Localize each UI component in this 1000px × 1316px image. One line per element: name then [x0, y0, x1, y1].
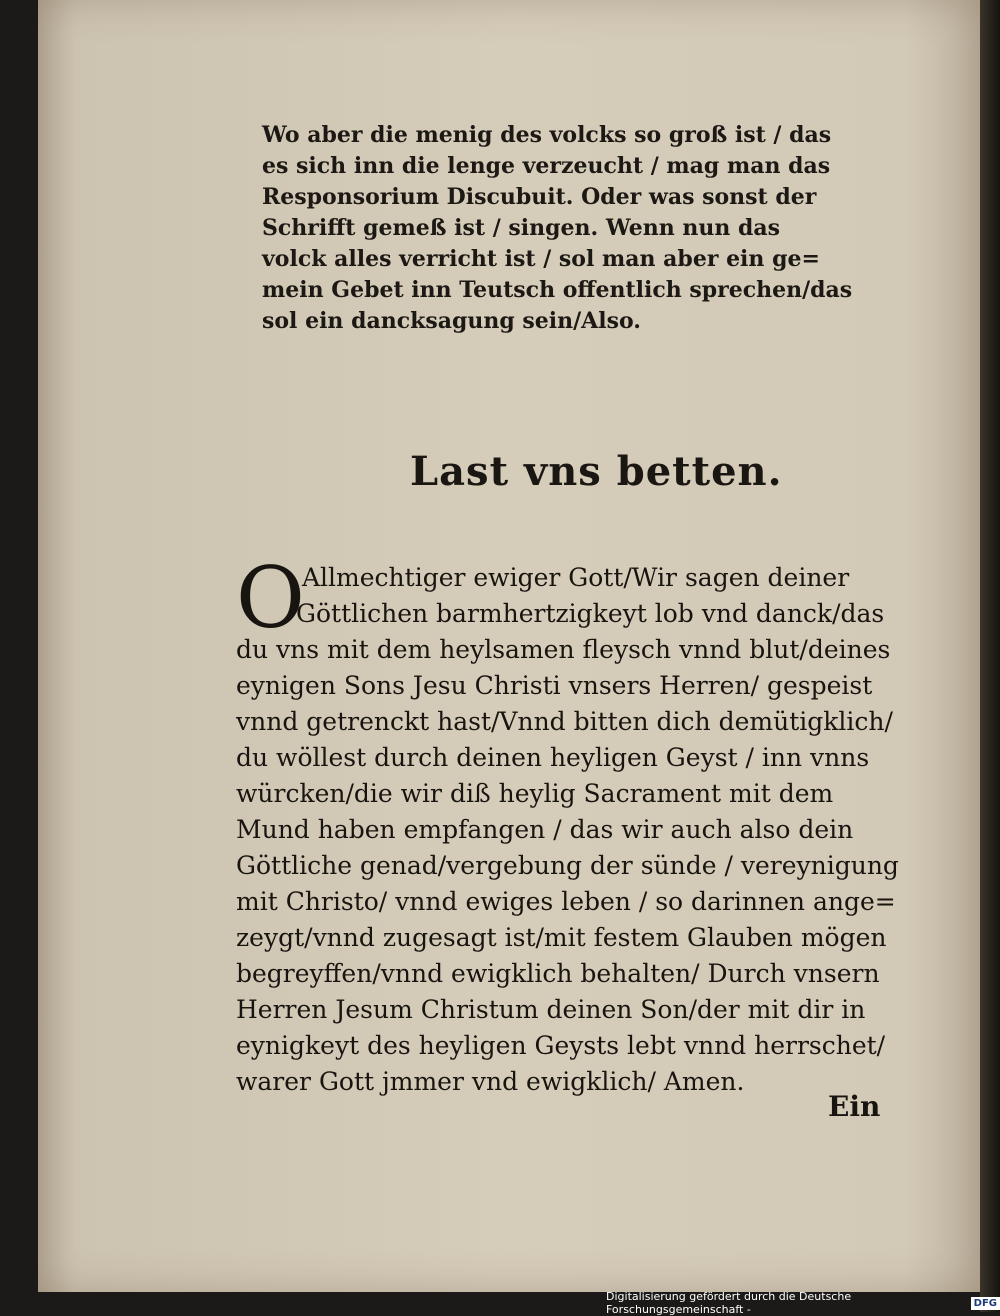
- drop-cap: O: [236, 549, 305, 647]
- rubric-paragraph: [262, 120, 862, 337]
- digitization-credit: [606, 1290, 1000, 1316]
- prayer-line: Göttliche genad/vergebung der sünde / vereynigung: [236, 851, 899, 880]
- rubric-line: Schrifft gemeß ist / singen. Wenn nun das: [262, 215, 781, 241]
- prayer-line: begreyffen/vnnd ewigklich behalten/ Durch vnsern: [236, 959, 880, 988]
- prayer-line: du vns mit dem heylsamen fleysch vnnd blut/deines: [236, 635, 891, 664]
- prayer-line: Allmechtiger ewiger Gott/Wir sagen deiner: [302, 563, 850, 592]
- catchword: Ein: [828, 1090, 881, 1123]
- book-spine-edge: [980, 0, 1000, 1312]
- rubric-line: Wo aber die menig des volcks so groß ist / das: [262, 122, 832, 148]
- prayer-line: Herren Jesum Christum deinen Son/der mit dir in: [236, 995, 866, 1024]
- rubric-line: sol ein dancksagung sein/Also.: [262, 308, 641, 334]
- dfg-logo: DFG: [971, 1297, 1000, 1310]
- prayer-heading: Last vns betten.: [410, 448, 783, 495]
- rubric-line: Responsorium Discubuit. Oder was sonst der: [262, 184, 817, 210]
- prayer-line: du wöllest durch deinen heyligen Geyst / inn vnns: [236, 743, 870, 772]
- rubric-line: mein Gebet inn Teutsch offentlich sprechen/das: [262, 277, 853, 303]
- prayer-line: Göttlichen barmhertzigkeyt lob vnd danck/das: [296, 599, 885, 628]
- prayer-line: vnnd getrenckt hast/Vnnd bitten dich demütigklich/: [236, 707, 893, 736]
- prayer-line: eynigkeyt des heyligen Geysts lebt vnnd herrschet/: [236, 1031, 886, 1060]
- prayer-line: warer Gott jmmer vnd ewigklich/ Amen.: [236, 1067, 745, 1096]
- prayer-line: zeygt/vnnd zugesagt ist/mit festem Glauben mögen: [236, 923, 887, 952]
- prayer-line: mit Christo/ vnnd ewiges leben / so darinnen ange=: [236, 887, 896, 916]
- credit-text: Digitalisierung gefördert durch die Deutsche Forschungsgemeinschaft -: [606, 1290, 852, 1316]
- rubric-line: volck alles verricht ist / sol man aber ein ge=: [262, 246, 820, 272]
- rubric-line: es sich inn die lenge verzeucht / mag man das: [262, 153, 831, 179]
- prayer-line: würcken/die wir diß heylig Sacrament mit dem: [236, 779, 834, 808]
- prayer-line: Mund haben empfangen / das wir auch also dein: [236, 815, 854, 844]
- prayer-line: eynigen Sons Jesu Christi vnsers Herren/ gespeist: [236, 671, 873, 700]
- prayer-text: [236, 560, 916, 1100]
